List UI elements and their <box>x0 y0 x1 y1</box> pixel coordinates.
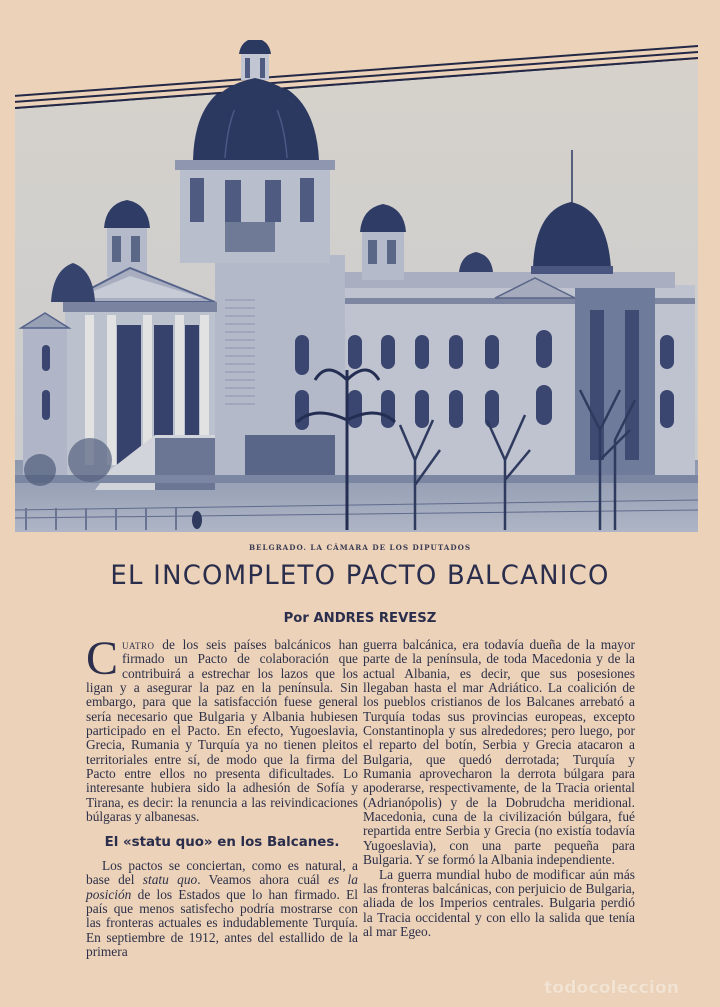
article-byline: Por ANDRES REVESZ <box>283 611 437 626</box>
parliament-photo <box>15 40 698 532</box>
italic-phrase: es la posición <box>86 872 358 902</box>
paragraph-text: de los seis países balcánicos han firmado un Pacto de colaboración que contribuirá a estrechar los lazos que los ligan y a asegurar la paz en la península. Sin embargo, para que la satisfacción fuese general sería necesario que Bulgaria y Albania hubiesen participado en el Pacto. En efecto, Yugoeslavia, Grecia, Rumania y Turquía ya no tienen pleitos territoriales entre sí, de modo que la firma del Pacto entre ellos no presenta dificultades. Lo interesante hubiera sido la adhesión de Sofía y Tirana, es decir: la renuncia a las reivindicaciones búlgaras y albanesas. <box>86 637 358 825</box>
article-title: EL INCOMPLETO PACTO BALCANICO <box>110 560 610 591</box>
watermark: todocoleccion <box>544 978 680 998</box>
paragraph-intro <box>86 632 358 825</box>
paragraph-text: Los pactos se conciertan, como es natural, a base del <box>86 857 358 888</box>
article-column-2 <box>363 638 635 939</box>
paragraph-balkan-wars: guerra balcánica, era todavía dueña de la mayor parte de la península, de toda Macedonia y de la actual Albania, es decir, que sus posesiones llegaban hasta el mar Adriático. La coalición de los pueblos cristianos de los Balcanes arrebató a Turquía todas sus provincias europeas, excepto Constantinopla y sus alrededores; pero luego, por el reparto del botín, Serbia y Grecia atacaron a Bulgaria, que quedó derrotada; Turquía y Rumania aprovecharon la derrota búlgara para apoderarse, respectivamente, de la Tracia oriental (Adrianópolis) y de la Dobrudcha meridional. Macedonia, cuna de la civilización búlgara, fué repartida entre Serbia y Grecia (no existía todavía Yugoeslavia), con una parte pequeña para Bulgaria. Y se formó la Albania independiente. <box>363 637 635 868</box>
paragraph-world-war: La guerra mundial hubo de modificar aún más las fronteras balcánicas, con perjuicio de Bulgaria, aliada de los Imperios centrales. Bulgaria perdió la Tracia occidental y con ello la salida que tenía al mar Egeo. <box>363 866 635 939</box>
photo-caption: BELGRADO. LA CÁMARA DE LOS DIPUTADOS <box>248 543 472 552</box>
paragraph-text: . Veamos ahora cuál <box>197 872 329 888</box>
drop-cap: C <box>86 632 119 685</box>
paragraph-text: de los Estados que lo han firmado. El país que menos satisfecho podría mostrarse con las fronteras actuales es indudablemente Turquía. En septiembre de 1912, antes del estallido de la primera <box>86 886 358 959</box>
italic-term: statu quo <box>142 872 198 888</box>
article-column-1 <box>86 632 358 959</box>
section-heading: El «statu quo» en los Balcanes. <box>104 835 340 851</box>
paragraph-statu-quo <box>86 859 358 959</box>
lead-word: uatro <box>122 637 155 652</box>
